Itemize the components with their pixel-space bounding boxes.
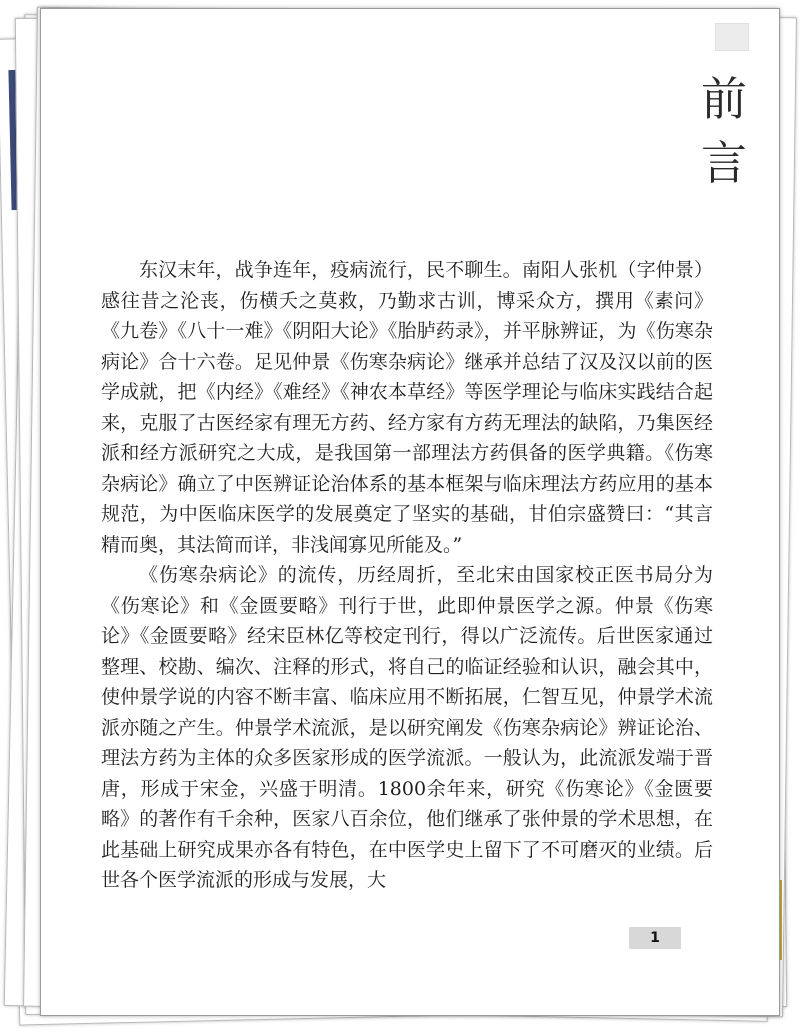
document-page <box>40 8 780 1016</box>
body-text <box>101 255 713 896</box>
paragraph: 《伤寒杂病论》的流传，历经周折，至北宋由国家校正医书局分为《伤寒论》和《金匮要略》刊行于世，此即仲景医学之源。仲景《伤寒论》《金匮要略》经宋臣林亿等校定刊行，得以广泛流传。后世医家通过整理、校勘、编次、注释的形式，将自己的临证经验和认识，融会其中，使仲景学说的内容不断丰富、临床应用不断拓展，仁智互见，仲景学术流派亦随之产生。仲景学术流派，是以研究阐发《伤寒杂病论》辨证论治、理法方药为主体的众多医家形成的医学流派。一般认为，此流派发端于晋唐，形成于宋金，兴盛于明清。1800余年来，研究《伤寒论》《金匮要略》的著作有千余种，医家八百余位，他们继承了张仲景的学术思想，在此基础上研究成果亦各有特色，在中医学史上留下了不可磨灭的业绩。后世各个医学流派的形成与发展，大 <box>101 564 713 891</box>
page-number: 1 <box>629 927 681 949</box>
paragraph: 东汉末年，战争连年，疫病流行，民不聊生。南阳人张机（字仲景）感往昔之沦丧，伤横夭之莫救，乃勤求古训，博采众方，撰用《素问》《九卷》《八十一难》《阴阳大论》《胎胪药录》，并平脉辨证，为《伤寒杂病论》合十六卷。足见仲景《伤寒杂病论》继承并总结了汉及汉以前的医学成就，把《内经》《难经》《神农本草经》等医学理论与临床实践结合起来，克服了古医经家有理无方药、经方家有方药无理法的缺陷，乃集医经派和经方派研究之大成，是我国第一部理法方药俱备的医学典籍。《伤寒杂病论》确立了中医辨证论治体系的基本框架与临床理法方药应用的基本规范，为中医临床医学的发展奠定了坚实的基础，甘伯宗盛赞曰：“其言精而奥，其法简而详，非浅闻寡见所能及。” <box>101 259 713 556</box>
heading-char: 前 <box>701 72 747 126</box>
corner-mark <box>715 23 749 51</box>
page-heading <box>689 67 759 195</box>
heading-char: 言 <box>701 136 747 190</box>
